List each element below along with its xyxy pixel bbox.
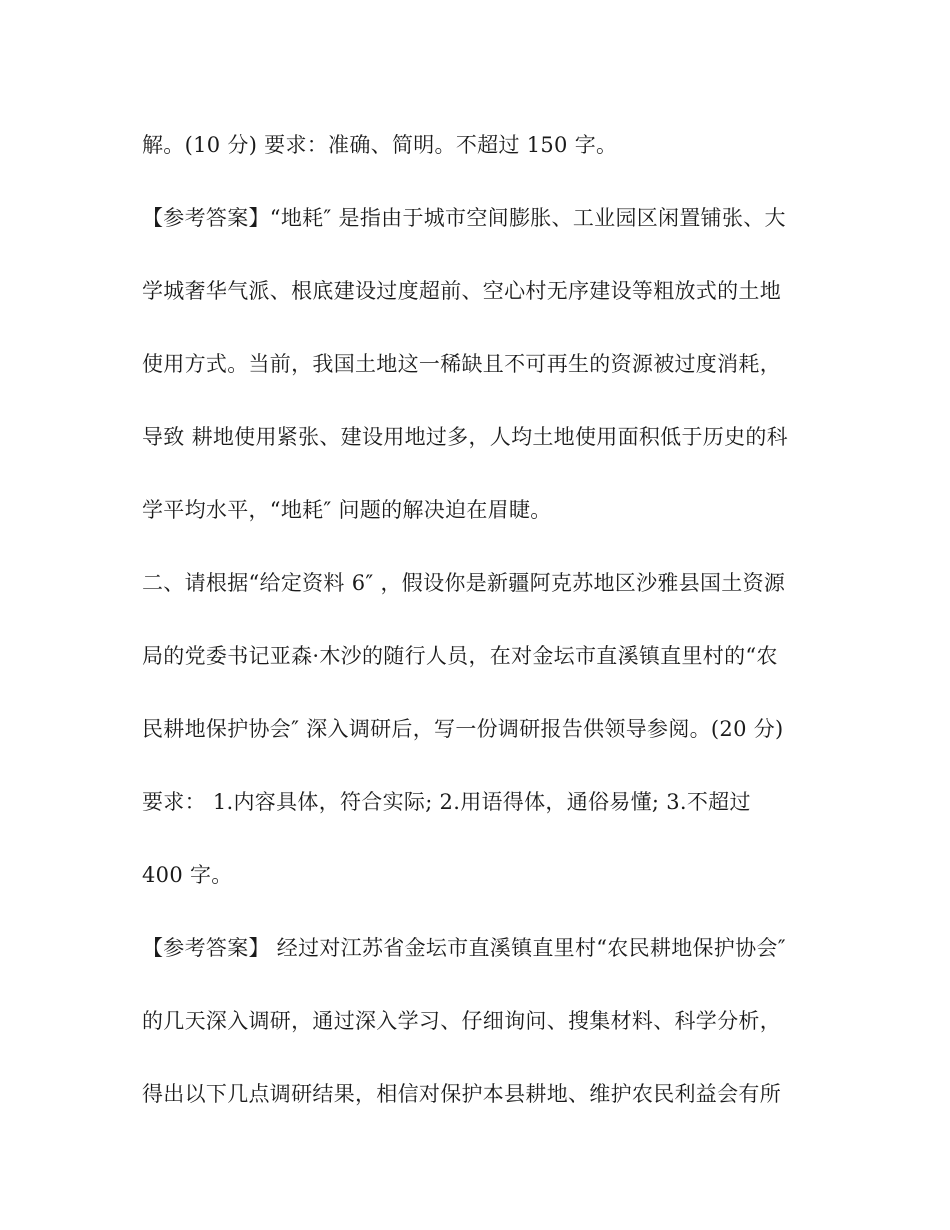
text-line: 解。(10 分) 要求：准确、简明。不超过 150 字。	[142, 133, 618, 157]
text-line: 局的党委书记亚森·木沙的随行人员，在对金坛市直溪镇直里村的“农	[142, 644, 778, 668]
text-line: 400 字。	[142, 863, 233, 887]
text-line: 使用方式。当前，我国土地这一稀缺且不可再生的资源被过度消耗，	[142, 352, 781, 376]
text-line: 二、请根据“给定资料 6″ ，假设你是新疆阿克苏地区沙雅县国土资源	[142, 571, 786, 595]
text-line: 学平均水平，“地耗″ 问题的解决迫在眉睫。	[142, 498, 552, 522]
text-line: 学城奢华气派、根底建设过度超前、空心村无序建设等粗放式的土地	[142, 279, 781, 303]
text-line: 要求： 1.内容具体，符合实际; 2.用语得体，通俗易懂; 3.不超过	[142, 790, 751, 814]
text-line: 得出以下几点调研结果，相信对保护本县耕地、维护农民利益会有所	[142, 1082, 781, 1106]
text-line: 民耕地保护协会″ 深入调研后，写一份调研报告供领导参阅。(20 分)	[142, 717, 784, 741]
text-line: 【参考答案】 经过对江苏省金坛市直溪镇直里村“农民耕地保护协会″	[142, 936, 786, 960]
text-line: 导致 耕地使用紧张、建设用地过多，人均土地使用面积低于历史的科	[142, 425, 788, 449]
text-line: 的几天深入调研，通过深入学习、仔细询问、搜集材料、科学分析，	[142, 1009, 781, 1033]
text-line: 【参考答案】“地耗″ 是指由于城市空间膨胀、工业园区闲置铺张、大	[142, 206, 786, 230]
